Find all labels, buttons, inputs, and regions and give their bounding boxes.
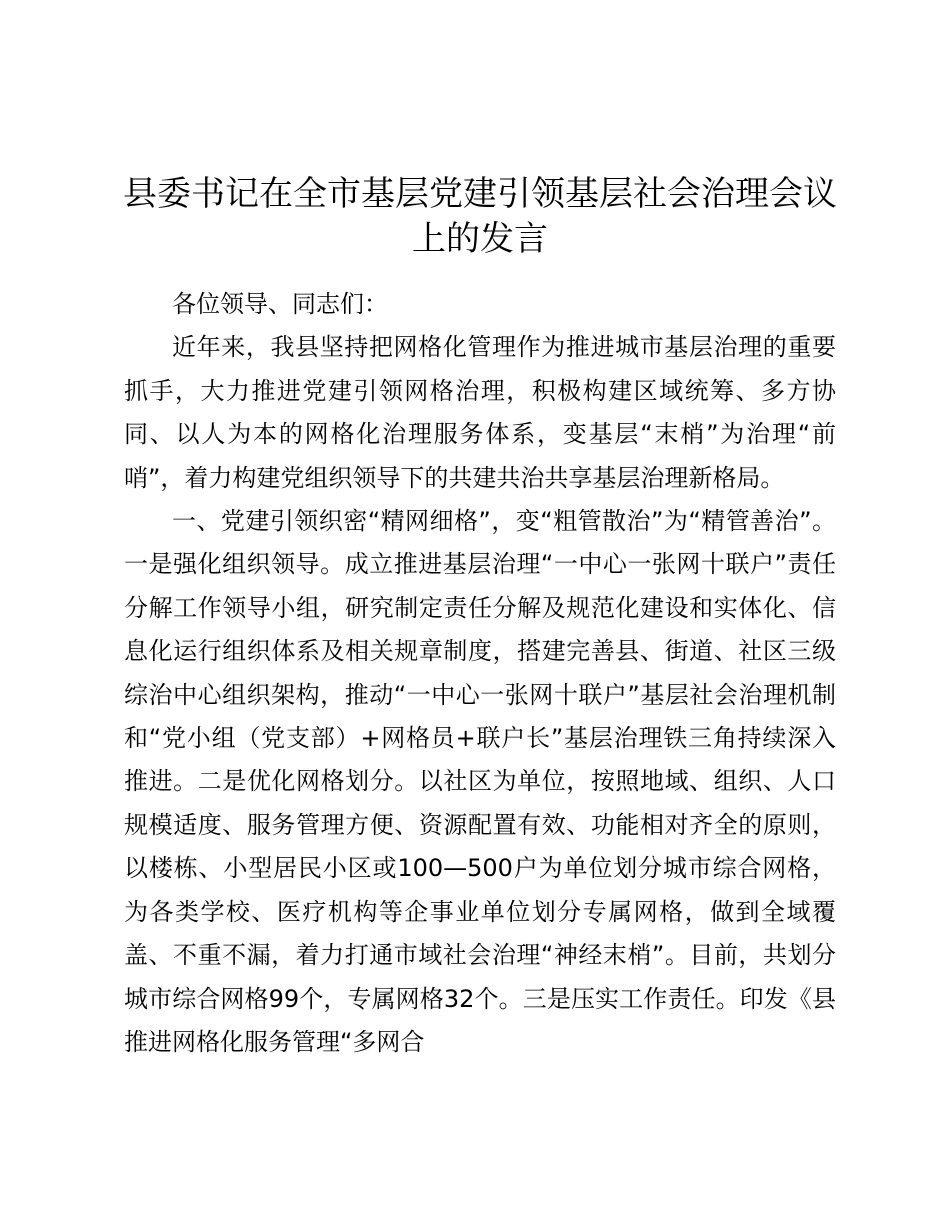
document-title: 县委书记在全市基层党建引领基层社会治理会议上的发言 [123, 174, 837, 259]
document-body [124, 283, 836, 1064]
paragraph-intro: 近年来，我县坚持把网格化管理作为推进城市基层治理的重要抓手，大力推进党建引领网格治理，积极构建区域统筹、多方协同、以人为本的网格化治理服务体系，变基层“末梢”为治理“前哨”，着力构建党组织领导下的共建共治共享基层治理新格局。 [124, 333, 836, 492]
greeting-line: 各位领导、同志们： [172, 290, 388, 318]
paragraph-section-one: 一、党建引领织密“精网细格”，变“粗管散治”为“精管善治”。一是强化组织领导。成立推进基层治理“一中心一张网十联户”责任分解工作领导小组，研究制定责任分解及规范化建设和实体化、信息化运行组织体系及相关规章制度，搭建完善县、街道、社区三级综治中心组织架构，推动“一中心一张网十联户”基层社会治理机制和“党小组（党支部）+网格员+联户长”基层治理铁三角持续深入推进。二是优化网格划分。以社区为单位，按照地域、组织、人口规模适度、服务管理方便、资源配置有效、功能相对齐全的原则，以楼栋、小型居民小区或100—500户为单位划分城市综合网格，为各类学校、医疗机构等企事业单位划分专属网格，做到全域覆盖、不重不漏，着力打通市域社会治理“神经末梢”。目前，共划分城市综合网格99个，专属网格32个。三是压实工作责任。印发《县推进网格化服务管理“多网合 [124, 507, 836, 1056]
